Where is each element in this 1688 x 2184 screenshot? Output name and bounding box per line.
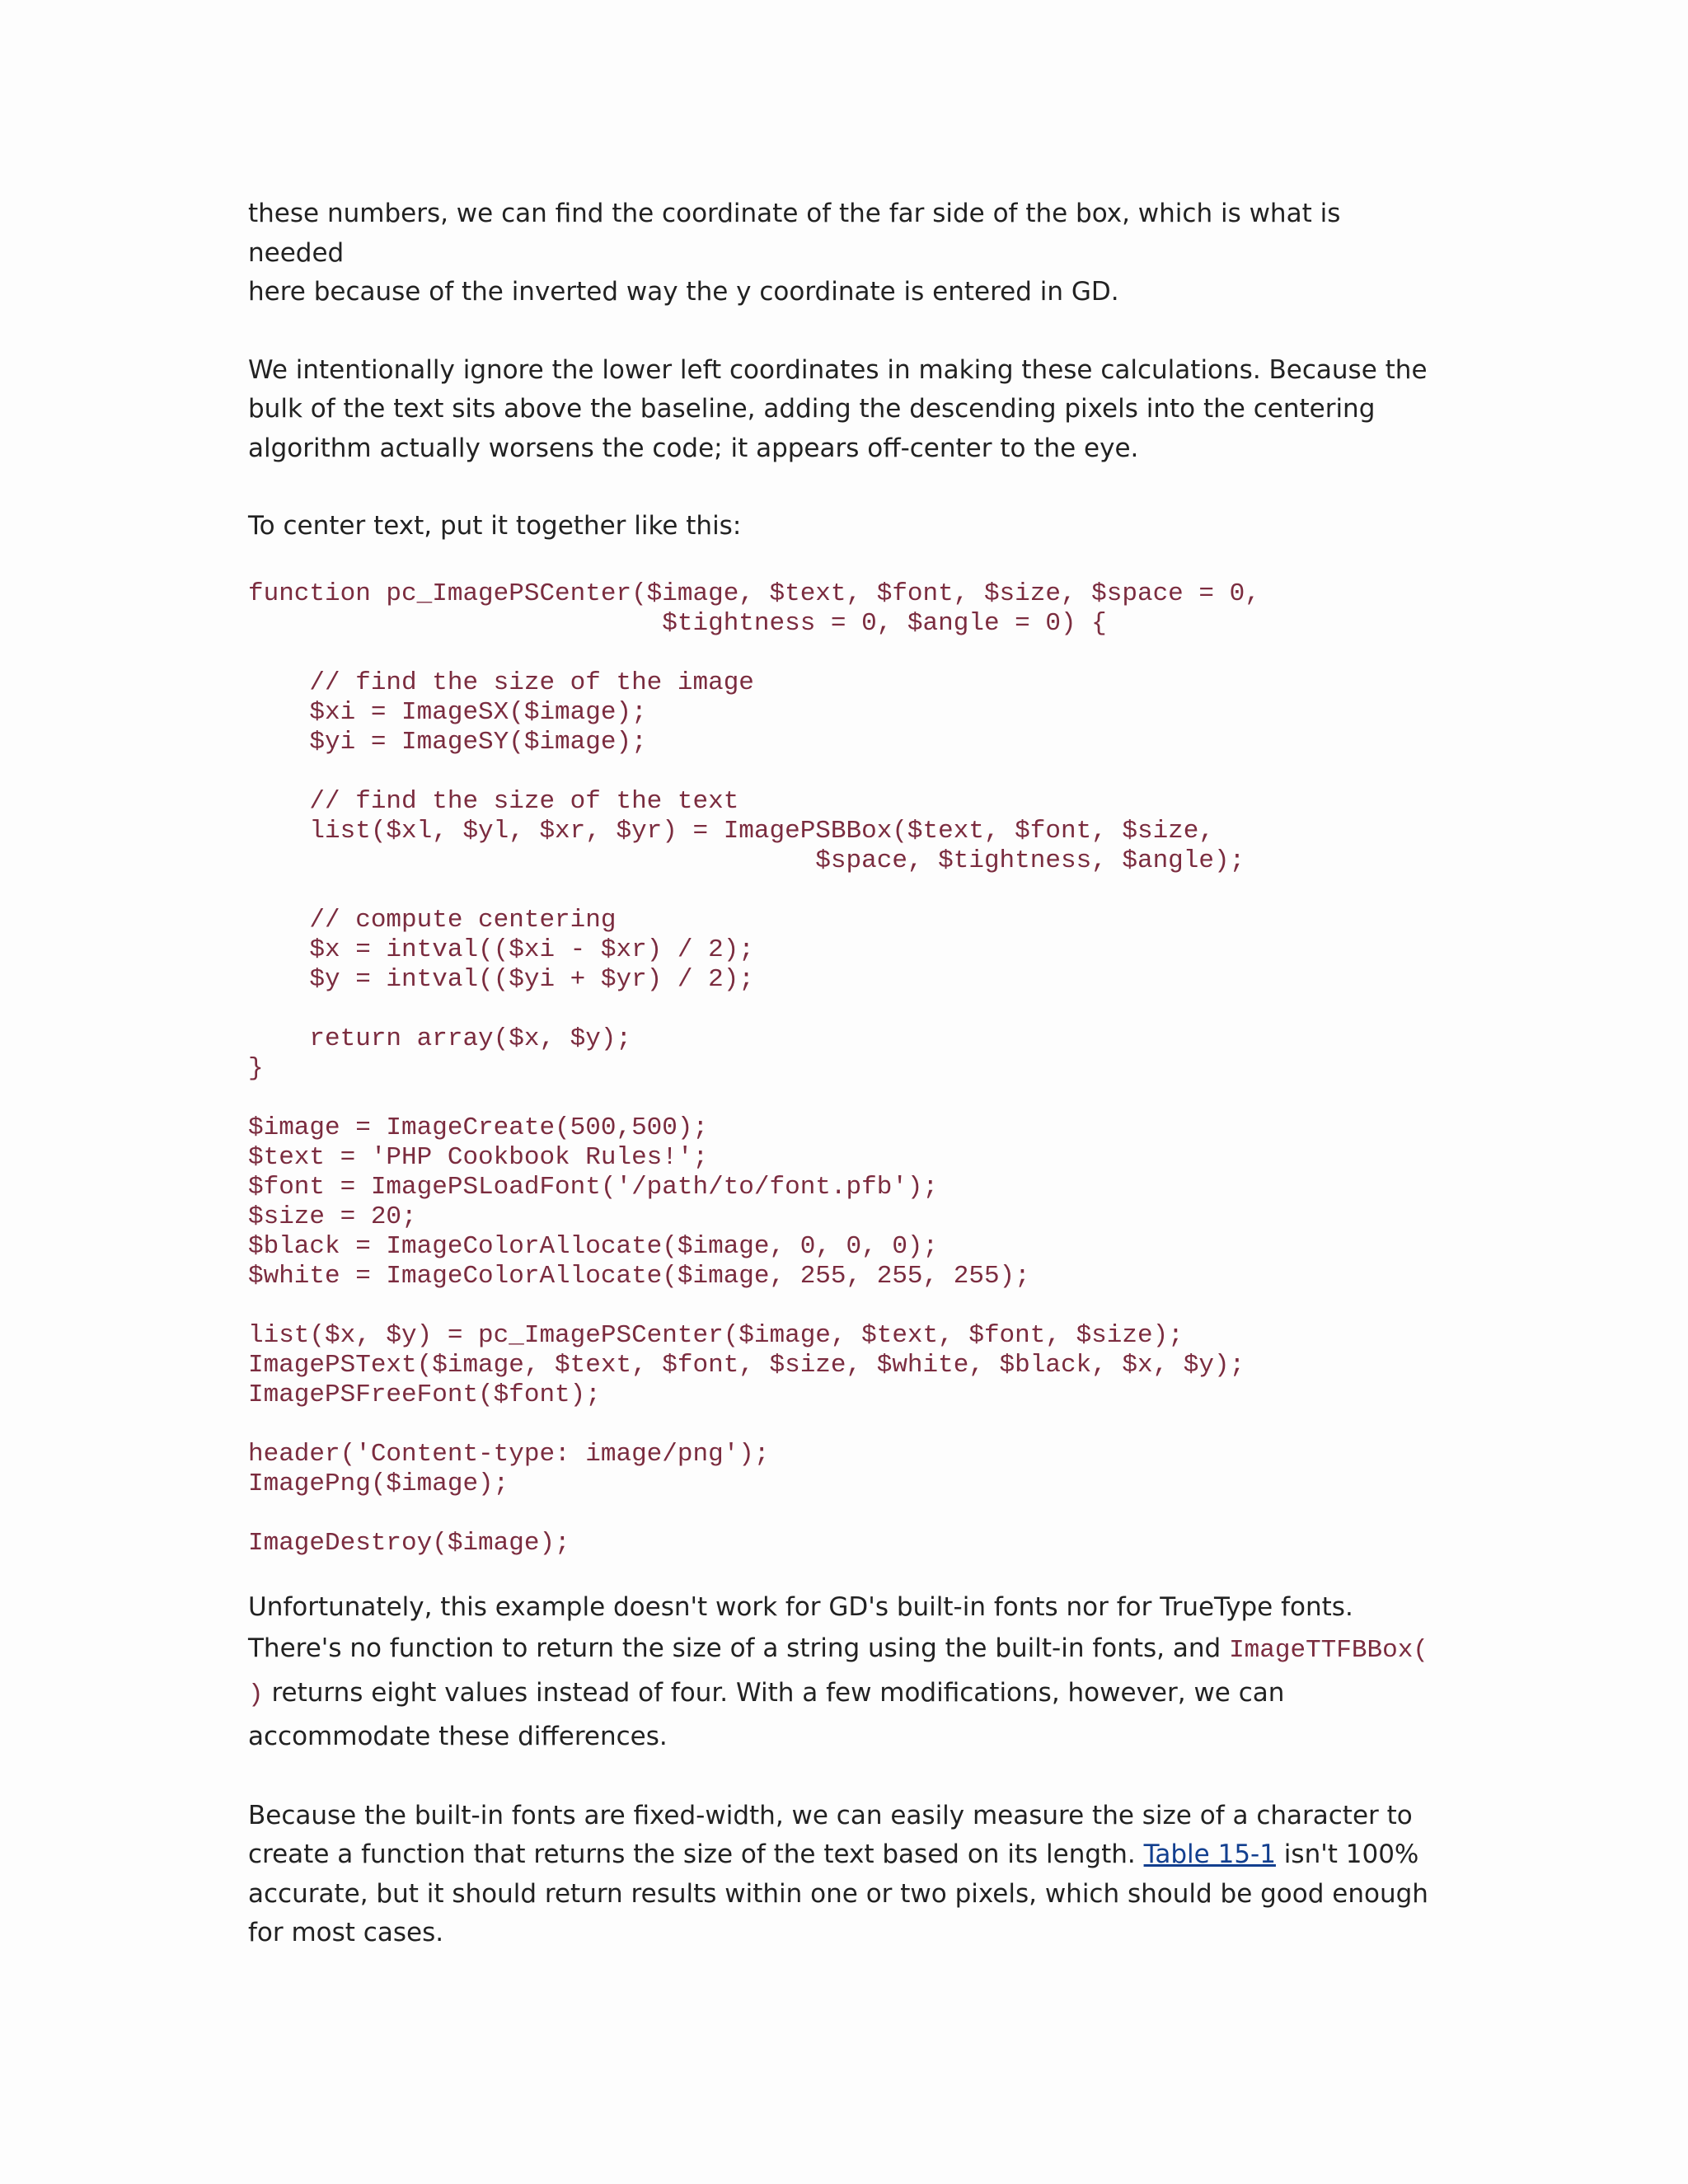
- code-block-function: function pc_ImagePSCenter($image, $text, $font, $size, $space = 0, $tightness = 0, $angle = 0) { // find the size of the image $xi = ImageSX($image); $yi = ImageSY($image); // find the size of the text list($xl, $yl, $xr, $yr) = ImagePSBBox($text, $font, $size, $space, $tightness, $angle); // compute centering $x = intval(($xi - $xr) / 2); $y = intval(($yi + $yr) / 2); return array($x, $y); }: [248, 579, 1260, 1083]
- code-block-setup: $image = ImageCreate(500,500); $text = 'PHP Cookbook Rules!'; $font = ImagePSLoadFont('/path/to/font.pfb'); $size = 20; $black = ImageColorAllocate($image, 0, 0, 0); $white = ImageColorAllocate($image, 255, 255, 255);: [248, 1113, 1030, 1291]
- inline-code-function: ImageTTFBBox(: [1229, 1636, 1428, 1665]
- text-line: isn't 100%: [1275, 1840, 1419, 1869]
- text-line: Because the built-in fonts are fixed-width, we can easily measure the size of a character to: [248, 1800, 1413, 1830]
- code-block-draw: list($x, $y) = pc_ImagePSCenter($image, $text, $font, $size); ImagePSText($image, $text, $font, $size, $white, $black, $x, $y); ImagePSFreeFont($font);: [248, 1320, 1245, 1409]
- table-link[interactable]: Table 15-1: [1143, 1840, 1276, 1869]
- code-example: [248, 579, 1443, 1558]
- code-block-destroy: ImageDestroy($image);: [248, 1528, 570, 1558]
- code-block-output: header('Content-type: image/png'); ImagePng($image);: [248, 1439, 770, 1498]
- text-line: bulk of the text sits above the baseline, adding the descending pixels into the centering: [248, 394, 1376, 424]
- text-line: We intentionally ignore the lower left coordinates in making these calculations. Because the: [248, 354, 1428, 385]
- text-line: accommodate these differences.: [248, 1722, 668, 1751]
- text-line: There's no function to return the size of a string using the built-in fonts, and: [248, 1633, 1230, 1663]
- inline-code-paren: ): [248, 1680, 264, 1709]
- document-page: [248, 194, 1443, 1953]
- text-line: To center text, put it together like this:: [248, 511, 742, 541]
- text-line: here because of the inverted way the y coordinate is entered in GD.: [248, 277, 1119, 307]
- text-line: accurate, but it should return results within one or two pixels, which should be good enough: [248, 1878, 1428, 1909]
- text-line: Unfortunately, this example doesn't work for GD's built-in fonts nor for TrueType fonts.: [248, 1591, 1353, 1622]
- text-line: create a function that returns the size of the text based on its length.: [248, 1840, 1144, 1869]
- paragraph-fixed-width-fonts: [248, 1797, 1443, 1953]
- paragraph-lower-left-coordinates: [248, 351, 1443, 469]
- text-line: for most cases.: [248, 1918, 444, 1947]
- text-line: these numbers, we can find the coordinate of the far side of the box, which is what is needed: [248, 199, 1341, 268]
- paragraph-center-intro: [248, 507, 1443, 546]
- text-line: returns eight values instead of four. With a few modifications, however, we can: [263, 1677, 1285, 1708]
- paragraph-box-coordinates: [248, 194, 1443, 312]
- paragraph-builtin-fonts-limitation: [248, 1586, 1443, 1758]
- text-line: algorithm actually worsens the code; it appears off-center to the eye.: [248, 433, 1139, 463]
